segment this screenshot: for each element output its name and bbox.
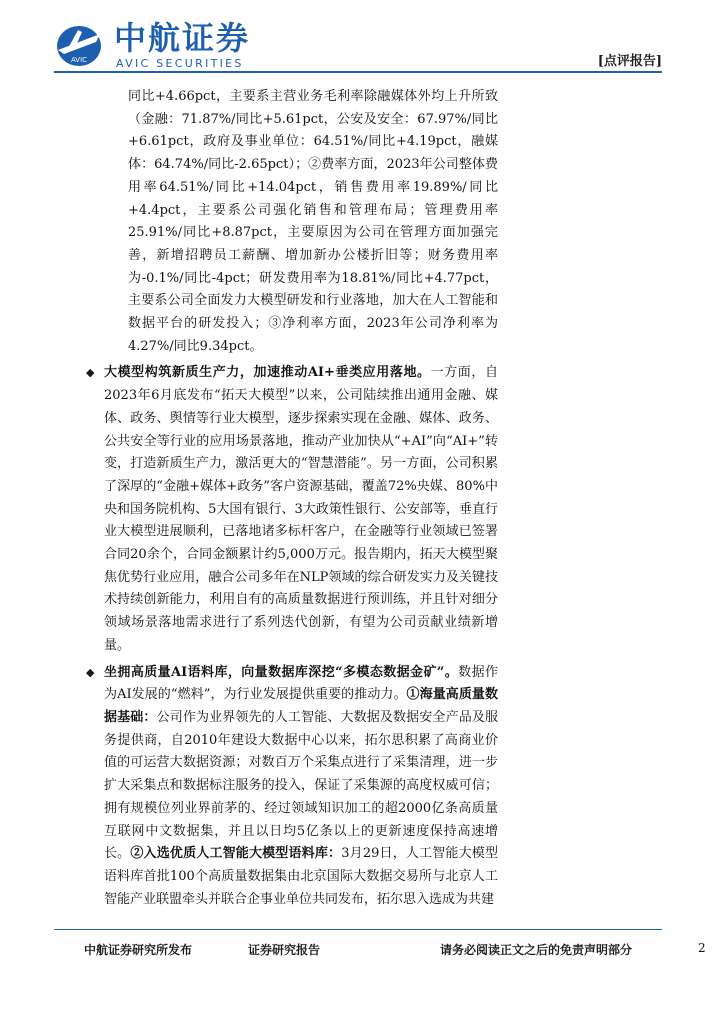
sub-heading: ①海量高质量数据基础：	[104, 687, 498, 725]
emblem-label: AVIC	[70, 56, 88, 64]
paragraph-heading: 大模型构筑新质生产力，加速推动AI+垂类应用落地。	[104, 365, 431, 381]
diamond-bullet-icon: ◆	[86, 366, 95, 380]
sub-heading: ②入选优质人工智能大模型语料库：	[130, 846, 342, 862]
paragraph-text: 3月29日，人工智能大模型语料库首批100个高质量数据集由北京国际大数据交易所与北京人工智能产业联盟牵头并联合企事业单位共同发布，拓尔思入选成为共建	[104, 846, 498, 907]
paragraph-text: 数据作为AI发展的“燃料”，为行业发展提供重要的推动力。	[104, 664, 498, 703]
footer-publisher: 中航证券研究所发布	[84, 943, 193, 957]
avic-emblem-icon	[54, 20, 104, 70]
paragraph-text: 同比+4.66pct，主要系主营业务毛利率除融媒体外均上升所致（金融：71.87%/同比+5.61pct，公安及安全：67.97%/同比+6.61pct，政府及事业单位：64.51%/同比+4.19pct，融媒体：64.74%/同比-2.65pct）；②费率方面，2023年公司整体费用率64.51%/同比+14.04pct，销售费用率19.89%/同比+4.4pct，主要系公司强化销售和管理布局；管理费用率25.91%/同比+8.87pct，主要原因为公司在管理方面加强完善，新增招聘员工薪酬、增加新办公楼折旧等；财务费用率为-0.1%/同比-4pct；研发费用率为18.81%/同比+4.77pct，主要系公司全面发力大模型研发和行业落地，加大在人工智能和数据平台的研发投入；③净利率方面，2023年公司净利率为4.27%/同比9.34pct。	[128, 89, 498, 354]
report-body	[84, 86, 498, 915]
company-logo	[54, 20, 274, 70]
footer-report-type: 证券研究报告	[248, 943, 321, 957]
page-number: 2	[698, 941, 706, 955]
paragraph-text: 一方面，自2023年6月底发布“拓天大模型”以来，公司陆续推出通用金融、媒体、政务、舆情等行业大模型，逐步探索实现在金融、媒体、政务、公共安全等行业的应用场景落地，推动产业加快从“+AI”向“AI+”转变，打造新质生产力，激活更大的“智慧潜能”。另一方面，公司积累了深厚的“金融+媒体+政务”客户资源基础，覆盖72%央媒、80%中央和国务院机构、5大国有银行、3大政策性银行、公安部等，垂直行业大模型进展顺利，已落地诸多标杆客户，在金融等行业领域已签署合同20余个，合同金额累计约5,000万元。报告期内，拓天大模型聚焦优势行业应用，融合公司多年在NLP领域的综合研发实力及关键技术持续创新能力，利用自有的高质量数据进行预训练，并且针对细分领域场景落地需求进行了系列迭代创新，有望为公司贡献业绩新增量。	[104, 365, 498, 653]
report-type-label: [点评报告]	[597, 54, 662, 69]
diamond-bullet-icon: ◆	[86, 665, 95, 679]
paragraph-margin-analysis	[84, 86, 498, 358]
logo-english-name: AVIC SECURITIES	[116, 57, 244, 70]
footer-divider	[54, 929, 662, 930]
footer-disclaimer-note: 请务必阅读正文之后的免责声明部分	[440, 943, 633, 957]
logo-chinese-name: 中航证券	[114, 19, 251, 57]
paragraph-large-model	[84, 362, 498, 657]
paragraph-heading: 坐拥高质量AI语料库，向量数据库深挖“多模态数据金矿”。	[104, 664, 459, 680]
paragraph-ai-corpus	[84, 662, 498, 912]
paragraph-text: 公司作为业界领先的人工智能、大数据及数据安全产品及服务提供商，自2010年建设大数据中心以来，拓尔思积累了高商业价值的可运营大数据资源；对数百万个采集点进行了采集清理，进一步扩大采集点和数据标注服务的投入，保证了采集源的高度权威可信；拥有规模位列业界前茅的、经过领域知识加工的超2000亿条高质量互联网中文数据集，并且以日均5亿条以上的更新速度保持高速增长。	[104, 709, 498, 862]
header-divider	[54, 71, 662, 73]
